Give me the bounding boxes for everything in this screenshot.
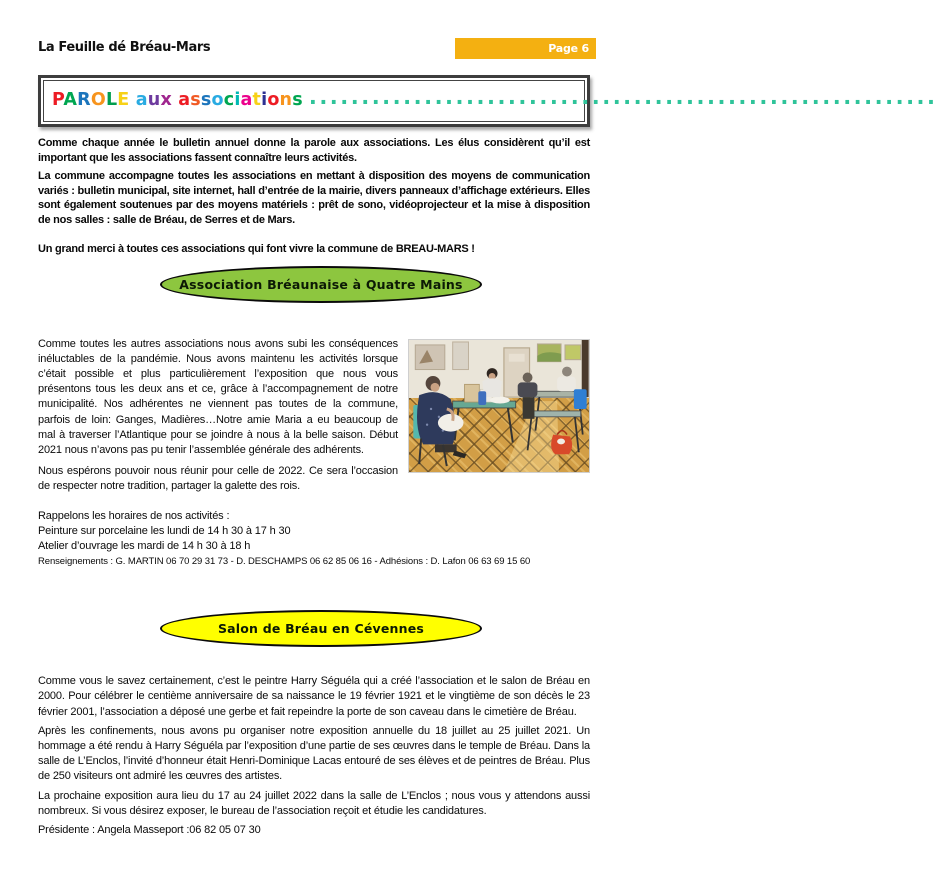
page-header — [38, 38, 590, 60]
intro-section — [38, 136, 590, 257]
schedule-line-2: Peinture sur porcelaine les lundi de 14 h 30 à 17 h 30 — [38, 524, 291, 537]
masthead-title: La Feuille dé Bréau-Mars — [38, 40, 211, 55]
schedule-line-3: Atelier d’ouvrage les mardi de 14 h 30 à 18 h — [38, 539, 251, 552]
banner-letter: P — [52, 90, 64, 110]
banner-letter: u — [147, 90, 161, 110]
banner-letter: s — [190, 90, 201, 110]
president-line: Présidente : Angela Masseport :06 82 05 07 30 — [38, 823, 261, 836]
salon-paragraph-2: Après les confinements, nous avons pu organiser notre exposition annuelle du 18 juillet au 25 juillet 2021. Un hommage a été rendu à Harry Séguéla par l’exposition d’une partie de ses œuvres dans le temple de Bréau. Dans la salle de L’Enclos, l’invité d’honneur était Henri-Dominique Lacas entouré de ses élèves et de peintres de Bréau. Plus de 250 visiteurs ont admiré les œuvres des artistes. — [38, 724, 590, 783]
banner-letter: O — [90, 90, 106, 110]
intro-paragraph-thanks: Un grand merci à toutes ces associations qui font vivre la commune de BREAU-MARS ! — [38, 243, 475, 255]
association-section — [38, 337, 590, 569]
salon-oval: Salon de Bréau en Cévennes — [160, 610, 482, 647]
contacts-line: Renseignements : G. MARTIN 06 70 29 31 73 - D. DESCHAMPS 06 62 85 06 16 - Adhésions : D. Lafon 06 63 69 15 60 — [38, 556, 531, 568]
banner-letter: a — [135, 90, 148, 110]
page-number-badge: Page 6 — [455, 38, 596, 59]
banner-box-inner — [43, 80, 938, 122]
banner-letter: s — [200, 90, 212, 110]
association-paragraph-1: Comme toutes les autres associations nous avons subi les conséquences inéluctables de la pandémie. Nous avons maintenu les activités lorsque c’était possible et plus particulièrement l’exposition que nous vous présentons tous les deux ans et ce, grâce à l’accompagnement de notre municipalité. Nos adhérentes ne viennent pas toutes de la commune, parfois de loin: Ganges, Madières…Notre amie Maria a eu beaucoup de mal à traverser l’Atlantique pour se joindre à nous à la belle saison. Début 2021 nous n’avons pas pu tenir l’assemblée générale des adhérents. — [38, 337, 398, 456]
banner-letter: s — [292, 90, 303, 110]
association-oval: Association Bréaunaise à Quatre Mains — [160, 266, 482, 303]
banner-letter: a — [240, 90, 253, 110]
intro-paragraph-1: Comme chaque année le bulletin annuel donne la parole aux associations. Les élus considèrent qu’il est important que les associations fassent connaître leurs activités. — [38, 137, 590, 164]
schedule-line-1: Rappelons les horaires de nos activités : — [38, 509, 230, 522]
banner-letter: o — [267, 90, 280, 110]
workshop-photo — [408, 339, 590, 473]
banner-letter: R — [77, 90, 91, 110]
banner-dots: ............................................................ — [308, 85, 938, 109]
association-paragraph-2: Nous espérons pouvoir nous réunir pour celle de 2022. Ce sera l’occasion de respecter notre tradition, partager la galette des rois. — [38, 465, 398, 493]
photo-illustration — [409, 340, 589, 472]
banner-letter: E — [117, 90, 130, 110]
banner-letter: o — [211, 90, 224, 110]
banner-letter: c — [223, 90, 235, 110]
banner-letter: x — [160, 90, 172, 110]
salon-section — [38, 674, 590, 838]
banner-letter: t — [252, 90, 262, 110]
intro-paragraph-2: La commune accompagne toutes les associations en mettant à disposition des moyens de communication variés : bulletin municipal, site internet, hall d’entrée de la mairie, divers panneaux d’affichage extérieurs. Elles sont également soutenues par des moyens matériels : prêt de sono, vidéoprojecteur et la mise à disposition de nos salles : salle de Bréau, de Serres et de Mars. — [38, 170, 590, 226]
salon-paragraph-1: Comme vous le savez certainement, c’est le peintre Harry Séguéla qui a créé l’association et le salon de Bréau en 2000. Pour célébrer le centième anniversaire de sa naissance le 19 février 1921 et le vingtième de son décès le 23 février 2001, l’association a déposé une gerbe et fait repeindre la porte de son caveau dans le cimetière de Bréau. — [38, 675, 590, 718]
banner-letter: n — [279, 90, 293, 110]
banner-letter: a — [178, 90, 191, 110]
banner-letter: L — [105, 90, 118, 110]
banner-letter: i — [234, 90, 241, 110]
banner-letter: i — [261, 90, 268, 110]
salon-paragraph-3: La prochaine exposition aura lieu du 17 au 24 juillet 2022 dans la salle de L’Enclos ; nous vous y attendons aussi nombreux. Si vous désirez exposer, le bureau de l’association reçoit et étudie les candidatures. — [38, 789, 590, 817]
schedule-block — [38, 509, 590, 555]
banner-title — [52, 90, 303, 110]
banner-box — [38, 75, 938, 127]
banner-letter: A — [63, 90, 78, 110]
